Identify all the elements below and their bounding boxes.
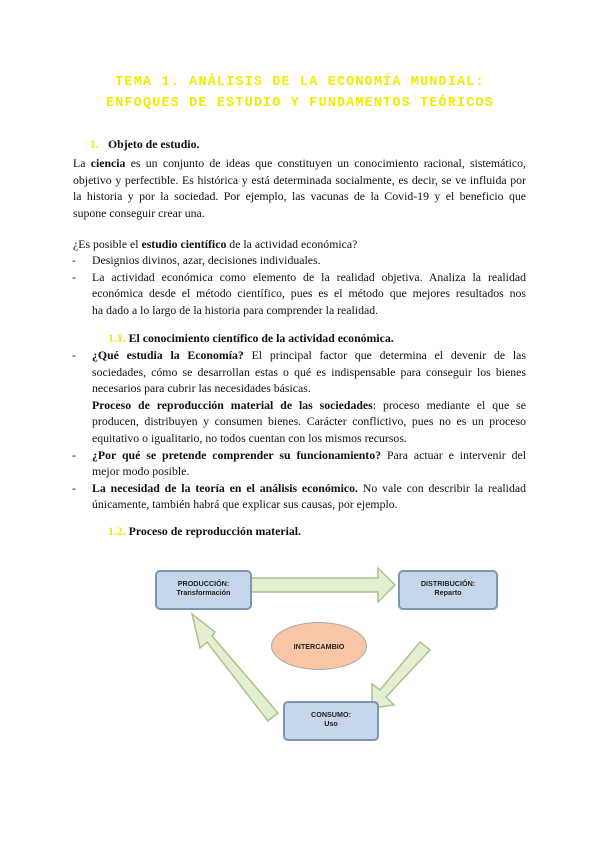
list-item-text: sociedades, cómo se desarrollan estas o qué es indispensable para conseguir los bienes — [92, 364, 526, 379]
text: No vale con describir la realidad — [357, 480, 526, 495]
produccion-subtitle: Transformación — [176, 588, 231, 597]
title-line-2: ENFOQUES DE ESTUDIO Y FUNDAMENTOS TEÓRICOS — [106, 96, 494, 111]
section-1-1-number: 1.1. — [108, 331, 126, 345]
term-proceso: Proceso de reproducción material de las sociedades — [92, 397, 373, 412]
term-estudio-cientifico: estudio científico — [141, 237, 227, 251]
section-1-1-heading — [108, 330, 394, 347]
dash-bullet: - — [72, 447, 76, 462]
section-1-heading — [90, 136, 199, 153]
list-item-continuation — [92, 397, 526, 447]
section-1-list — [72, 252, 526, 318]
list-item-text — [92, 347, 526, 364]
consumo-box — [283, 701, 379, 741]
question-bold: ¿Qué estudia la Economía? — [92, 348, 244, 362]
list-item-text: producen, distribuyen y consumen bienes. Carácter conflictivo, pues no es un proceso — [92, 414, 526, 429]
reproduction-process-diagram — [150, 560, 502, 740]
list-item-text: Designios divinos, azar, decisiones individuales. — [92, 253, 321, 267]
paragraph-line-2: objetivo y perfectible. Es histórica y está determinada socialmente, es decir, se ve influida por — [73, 172, 526, 187]
list-item-text: económica desde el método científico, pues es el método que mejores resultados nos — [92, 286, 526, 301]
term-ciencia: ciencia — [90, 156, 126, 170]
consumo-title: CONSUMO: — [311, 710, 351, 719]
document-title — [60, 72, 540, 114]
produccion-title: PRODUCCIÓN: — [177, 579, 230, 588]
text: de la actividad económica? — [226, 237, 358, 251]
list-item-text: únicamente, también habrá que explicar sus causas, por ejemplo. — [92, 497, 398, 512]
science-paragraph — [73, 155, 526, 221]
section-1-number: 1. — [90, 137, 99, 151]
dash-bullet: - — [72, 480, 76, 495]
consumo-subtitle: Uso — [324, 719, 338, 728]
distribucion-title: DISTRIBUCIÓN: — [420, 579, 476, 588]
text: es un conjunto de ideas que constituyen un conocimiento racional, sistemático, — [125, 156, 526, 170]
section-1-1-title: El conocimiento científico de la actividad económica. — [128, 331, 394, 345]
list-item-text — [92, 480, 526, 497]
intercambio-oval — [271, 622, 367, 670]
section-1-1-list — [72, 347, 526, 513]
question-line — [73, 236, 526, 253]
question-bold: ¿Por qué se pretende comprender su funcionamiento? — [92, 447, 382, 462]
section-1-2-number: 1.2. — [108, 524, 126, 538]
list-item — [72, 252, 526, 269]
arrow-consumo-produccion — [192, 614, 278, 721]
paragraph-line-1 — [73, 155, 526, 172]
section-1-title: Objeto de estudio. — [108, 137, 200, 151]
distribucion-subtitle: Reparto — [434, 588, 462, 597]
list-item — [72, 347, 526, 397]
list-item — [72, 480, 526, 513]
dash-bullet: - — [72, 253, 76, 267]
list-item-text: mejor modo posible. — [92, 464, 190, 479]
list-item-text: La actividad económica como elemento de la realidad objetiva. Analiza la realidad — [92, 269, 526, 284]
arrow-distribucion-consumo — [372, 642, 430, 708]
intercambio-label: INTERCAMBIO — [293, 641, 345, 651]
paragraph-line-4: supone conseguir crear una. — [73, 205, 205, 220]
distribucion-box — [398, 570, 498, 610]
title-line-1: TEMA 1. ANÁLISIS DE LA ECONOMÍA MUNDIAL: — [115, 75, 485, 90]
section-1-2-title: Proceso de reproducción material. — [128, 524, 301, 538]
list-item-text: ha dado a lo largo de la historia para comprender la realidad. — [92, 302, 379, 317]
text: ¿Es posible el — [73, 237, 142, 251]
text: La — [73, 156, 91, 170]
text: : proceso mediante el que se — [372, 397, 526, 412]
dash-bullet: - — [72, 269, 76, 284]
list-item-text: equitativo o igualitario, no todos cuentan con los mismos recursos. — [92, 430, 407, 445]
produccion-box — [155, 570, 252, 610]
arrow-produccion-distribucion — [228, 568, 395, 602]
list-item-text: necesarios para cubrir las necesidades básicas. — [92, 381, 311, 396]
list-item — [72, 269, 526, 319]
statement-bold: La necesidad de la teoría en el análisis económico. — [92, 480, 358, 495]
section-1-2-heading — [108, 523, 301, 540]
list-item — [72, 447, 526, 480]
text: El principal factor que determina el devenir de las — [243, 348, 526, 362]
paragraph-line-3: la historia y por la sociedad. Por ejemplo, las vacunas de la Covid-19 y el beneficio que — [73, 189, 526, 204]
text: Para actuar e intervenir del — [381, 447, 526, 462]
list-item-text — [92, 447, 526, 464]
list-item-text — [92, 397, 526, 414]
dash-bullet: - — [72, 348, 76, 362]
